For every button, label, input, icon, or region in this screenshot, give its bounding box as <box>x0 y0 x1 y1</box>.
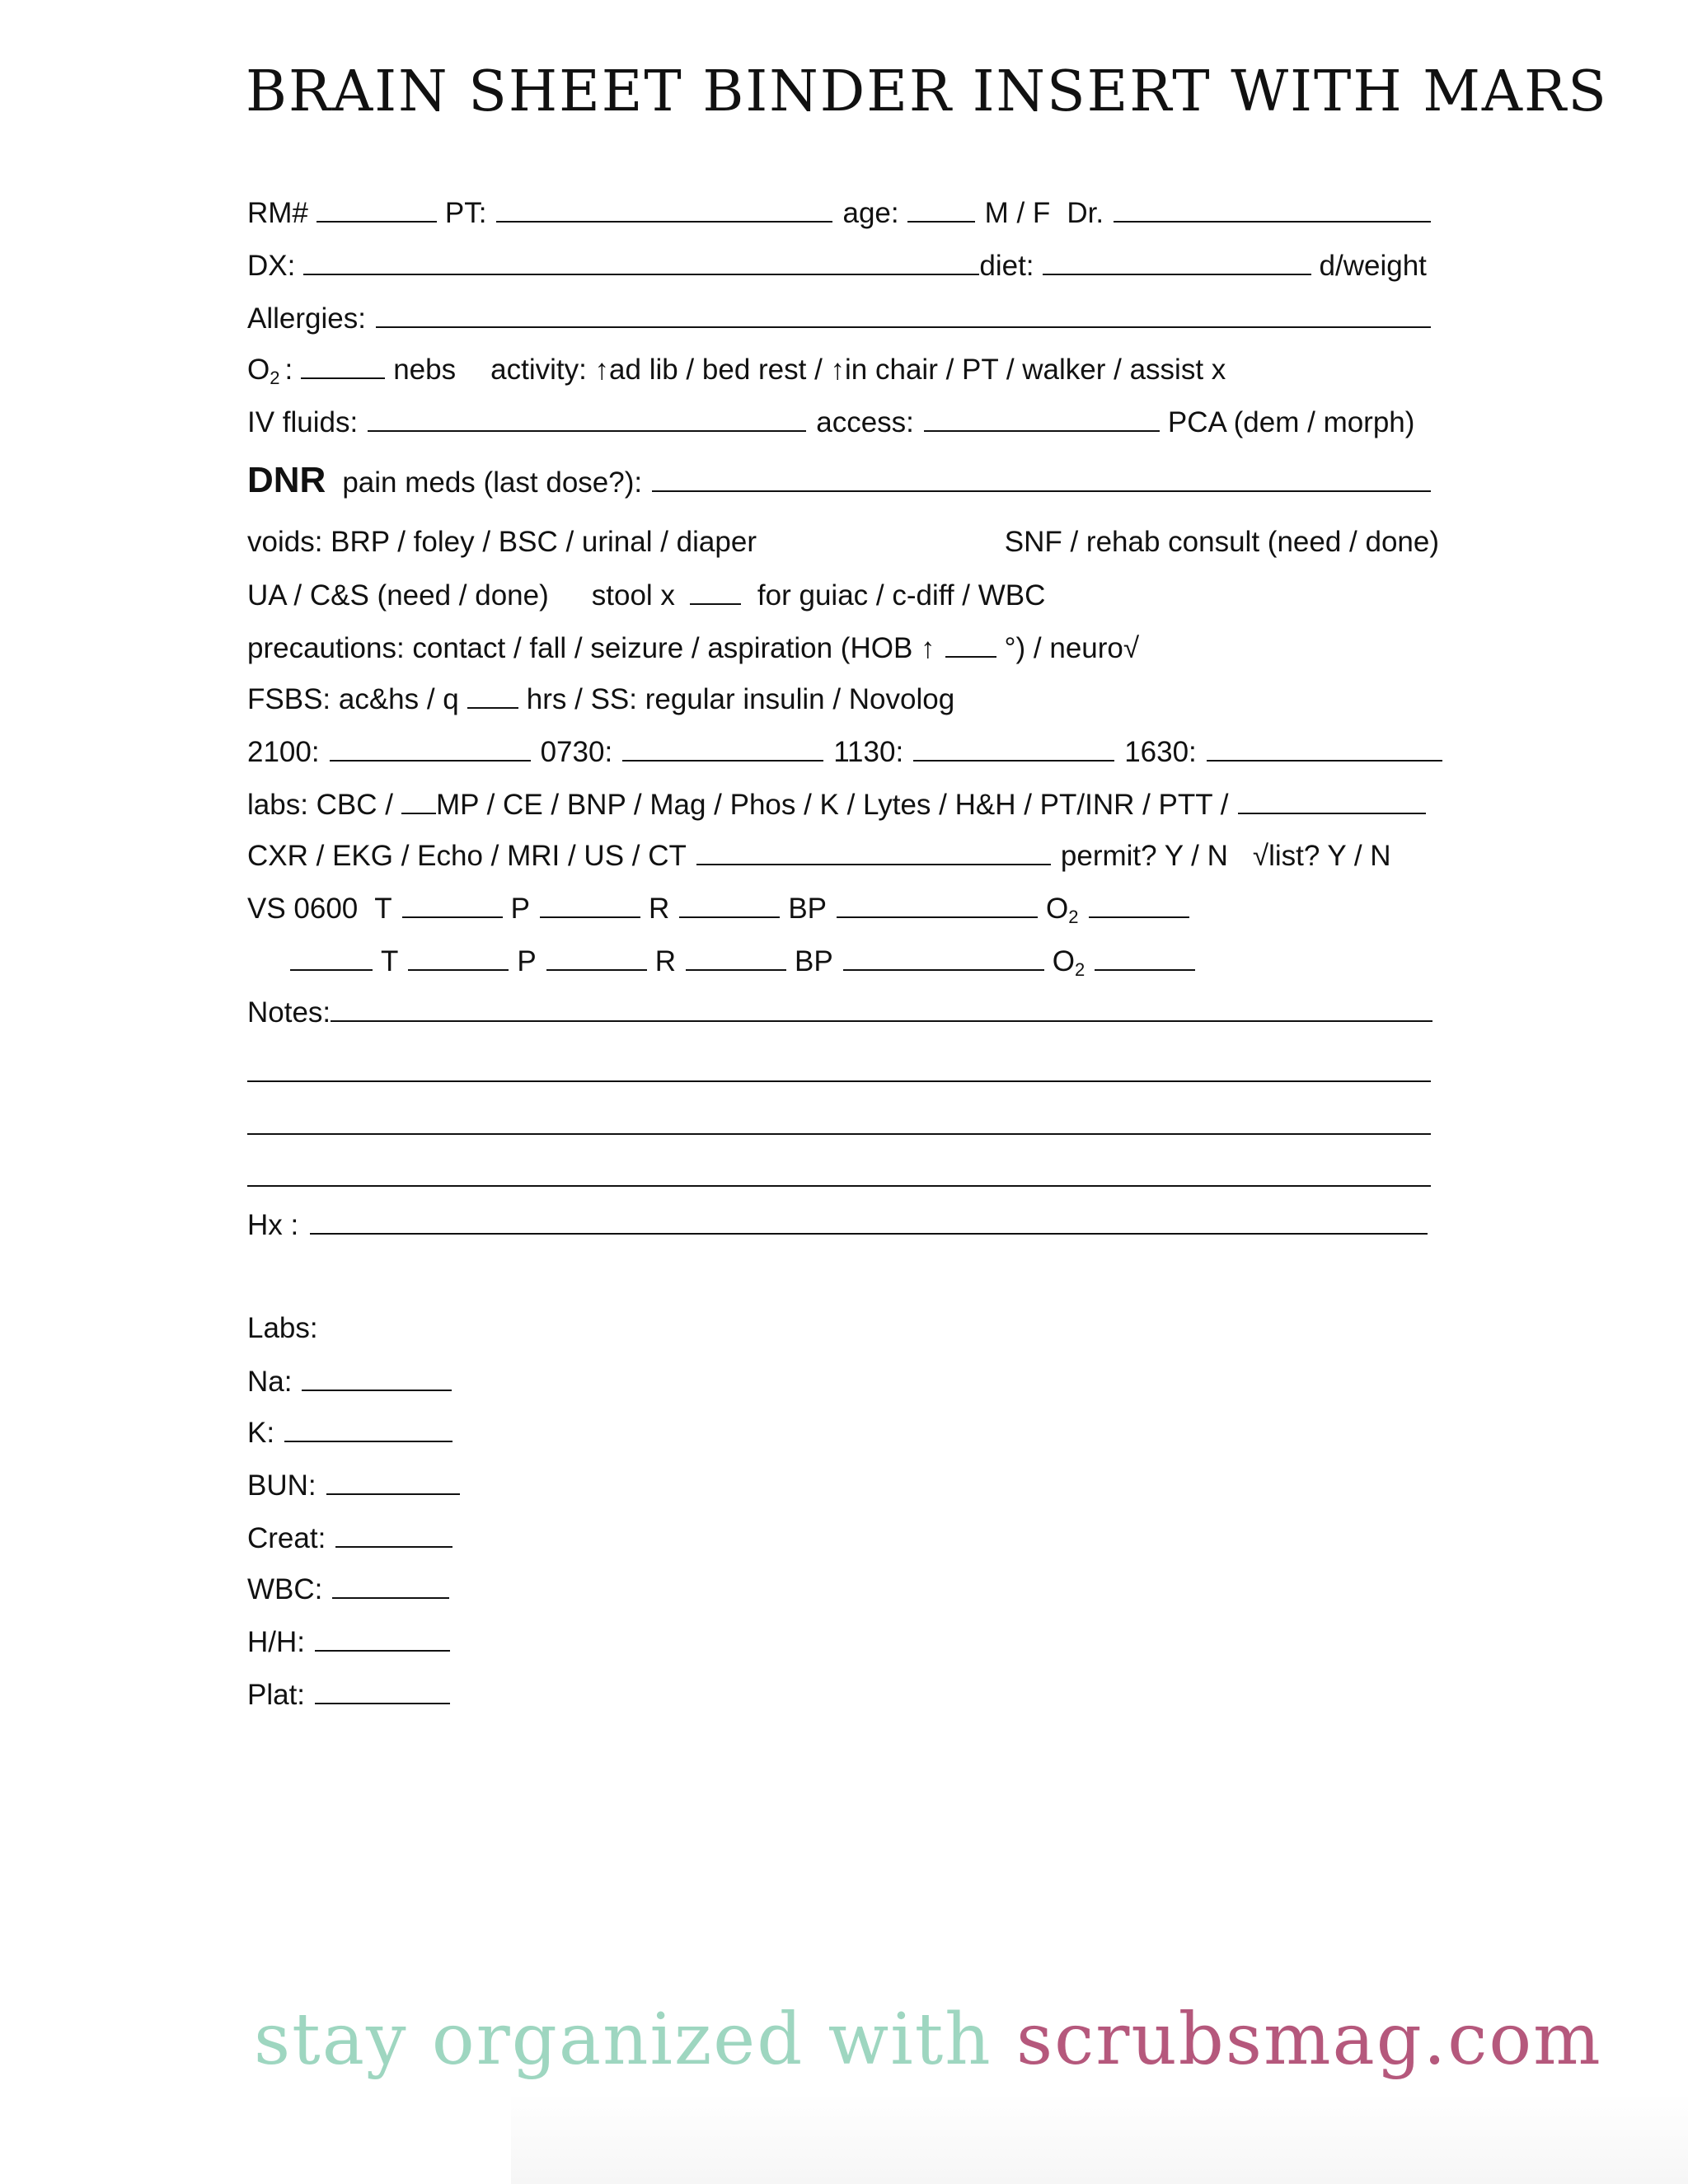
lab-row-bun <box>247 1469 1442 1502</box>
dnr-label[interactable]: DNR <box>247 460 326 500</box>
notes-field[interactable] <box>331 996 1432 1022</box>
vs-p-field[interactable] <box>540 892 640 918</box>
vs-r-label: R <box>649 893 670 925</box>
voids-options[interactable]: voids: BRP / foley / BSC / urinal / diaper <box>247 526 757 558</box>
stool-label: stool x <box>591 579 675 612</box>
time-1130-label: 1130: <box>833 736 904 768</box>
vitals-row-2 <box>247 944 1442 981</box>
vs2-t-label: T <box>381 945 399 977</box>
notes-line-2[interactable] <box>247 1080 1431 1082</box>
patient-label: PT: <box>444 197 487 229</box>
list-options[interactable]: √list? Y / N <box>1252 840 1391 872</box>
notes-label: Notes: <box>247 996 331 1029</box>
vs2-r-field[interactable] <box>686 944 786 971</box>
lab-na-field[interactable] <box>302 1365 452 1391</box>
fsbs-q-field[interactable] <box>467 682 518 709</box>
pain-label: pain meds (last dose?): <box>342 466 643 499</box>
lab-hh-label: H/H: <box>247 1626 305 1658</box>
labs-mp-field[interactable] <box>401 788 436 814</box>
dnr-pain-row <box>247 460 1442 501</box>
diet-label: diet: <box>979 250 1034 282</box>
lab-k-field[interactable] <box>284 1416 452 1442</box>
vs2-bp-label: BP <box>795 945 833 977</box>
access-label: access: <box>816 406 914 438</box>
vs2-o2-label: $O_2$ <box>1052 945 1085 980</box>
vs2-bp-field[interactable] <box>843 944 1044 971</box>
patient-row <box>247 196 1442 230</box>
ua-row <box>247 579 1442 612</box>
sex-options[interactable]: M / F <box>984 197 1051 229</box>
guiac-options[interactable]: for guiac / c-diff / WBC <box>757 579 1046 612</box>
time-1630-field[interactable] <box>1207 735 1442 762</box>
history-row <box>247 1208 1442 1242</box>
iv-field[interactable] <box>368 405 806 432</box>
hx-label: Hx : <box>247 1209 299 1241</box>
vs-bp-field[interactable] <box>837 892 1038 918</box>
notes-row <box>247 996 1442 1029</box>
footer-text: stay organized with <box>254 1999 1016 2081</box>
vitals-row-0600 <box>247 892 1442 928</box>
vs2-t-field[interactable] <box>408 944 509 971</box>
vs-r-field[interactable] <box>679 892 780 918</box>
stool-field[interactable] <box>690 579 741 605</box>
lab-plat-label: Plat: <box>247 1679 306 1711</box>
footer-site[interactable]: scrubsmag.com <box>1016 1999 1602 2081</box>
imaging-field[interactable] <box>696 839 1051 865</box>
vs-bp-label: BP <box>788 893 828 925</box>
room-label: RM# <box>247 197 308 229</box>
dx-field[interactable] <box>303 249 979 275</box>
allergies-field[interactable] <box>376 302 1431 328</box>
lab-k-label: K: <box>247 1417 275 1449</box>
labs-order-row <box>247 788 1442 822</box>
fsbs-label: FSBS: ac&hs / q <box>247 683 459 715</box>
allergies-row <box>247 302 1442 335</box>
time-0730-field[interactable] <box>622 735 823 762</box>
notes-line-3[interactable] <box>247 1133 1431 1135</box>
labs-order-label: labs: CBC / <box>247 789 393 821</box>
vs-t-field[interactable] <box>402 892 503 918</box>
age-label: age: <box>842 197 899 229</box>
fsbs-hrs-label: hrs / SS: regular insulin / Novolog <box>526 683 955 715</box>
lab-row-na <box>247 1365 1442 1399</box>
lab-na-label: Na: <box>247 1366 293 1398</box>
precautions-options[interactable]: precautions: contact / fall / seizure / aspiration (HOB ↑ <box>247 632 935 664</box>
vs-t-label: T <box>374 893 392 925</box>
labs-other-field[interactable] <box>1238 788 1426 814</box>
imaging-options[interactable]: CXR / EKG / Echo / MRI / US / CT <box>247 840 687 872</box>
ua-options[interactable]: UA / C&S (need / done) <box>247 579 549 612</box>
lab-row-wbc <box>247 1572 1442 1606</box>
lab-creat-field[interactable] <box>335 1521 452 1548</box>
vs2-r-label: R <box>654 945 677 977</box>
doctor-field[interactable] <box>1114 196 1431 223</box>
time-0730-label: 0730: <box>540 736 613 768</box>
lab-bun-field[interactable] <box>326 1469 460 1495</box>
lab-row-creat <box>247 1521 1442 1555</box>
notes-line-4[interactable] <box>247 1185 1431 1187</box>
lab-hh-field[interactable] <box>315 1625 450 1652</box>
age-field[interactable] <box>907 196 975 223</box>
labs-header: Labs: <box>247 1312 318 1344</box>
allergies-label: Allergies: <box>247 302 366 335</box>
pain-field[interactable] <box>652 466 1431 492</box>
diet-field[interactable] <box>1043 249 1311 275</box>
voids-row <box>247 526 1442 559</box>
lab-wbc-label: WBC: <box>247 1573 323 1605</box>
fsbs-row <box>247 682 1442 716</box>
vs-o2-field[interactable] <box>1089 892 1189 918</box>
patient-field[interactable] <box>496 196 832 223</box>
vs-o2-label: $O_2$ <box>1046 893 1079 927</box>
neuro-label: °) / neuro√ <box>1004 632 1140 664</box>
lab-row-plat <box>247 1678 1442 1712</box>
labs-order-options[interactable]: MP / CE / BNP / Mag / Phos / K / Lytes / H&H / PT/INR / PTT / <box>436 789 1229 821</box>
lab-plat-field[interactable] <box>315 1678 450 1704</box>
room-field[interactable] <box>316 196 437 223</box>
footer-tagline[interactable] <box>254 1999 1602 2081</box>
snf-options[interactable]: SNF / rehab consult (need / done) <box>1004 526 1439 558</box>
doctor-label: Dr. <box>1067 197 1104 229</box>
iv-label: IV fluids: <box>247 406 359 438</box>
activity-options[interactable]: activity: ↑ad lib / bed rest / ↑in chair / PT / walker / assist x <box>490 354 1226 386</box>
vs2-time-field[interactable] <box>290 944 373 971</box>
permit-options[interactable]: permit? Y / N <box>1060 840 1228 872</box>
imaging-row <box>247 839 1442 873</box>
glucose-times-row <box>247 735 1442 769</box>
dweight-label: d/weight <box>1319 250 1427 282</box>
footer-shade <box>511 2093 1688 2184</box>
lab-row-k <box>247 1416 1442 1450</box>
precautions-row <box>247 631 1442 665</box>
lab-creat-label: Creat: <box>247 1522 326 1554</box>
vs-p-label: P <box>510 893 531 925</box>
o2-field[interactable] <box>301 353 385 379</box>
access-field[interactable] <box>924 405 1160 432</box>
nebs-label: nebs <box>393 354 457 386</box>
time-1630-label: 1630: <box>1124 736 1197 768</box>
time-2100-label: 2100: <box>247 736 320 768</box>
iv-row <box>247 405 1442 439</box>
lab-bun-label: BUN: <box>247 1469 316 1502</box>
labs-header-row <box>247 1312 1442 1345</box>
form-title: BRAIN SHEET BINDER INSERT WITH MARS <box>246 59 1608 124</box>
vs-0600-label: VS 0600 <box>247 893 359 925</box>
vs2-p-field[interactable] <box>546 944 647 971</box>
pca-options[interactable]: PCA (dem / morph) <box>1167 406 1415 438</box>
time-1130-field[interactable] <box>913 735 1114 762</box>
oxygen-activity-row <box>247 353 1442 389</box>
hx-field[interactable] <box>310 1208 1428 1235</box>
diagnosis-row <box>247 249 1442 283</box>
time-2100-field[interactable] <box>330 735 531 762</box>
hob-field[interactable] <box>945 631 996 658</box>
o2-label: $O_2$ : <box>247 354 293 388</box>
lab-wbc-field[interactable] <box>332 1572 449 1599</box>
vs2-o2-field[interactable] <box>1095 944 1195 971</box>
vs2-p-label: P <box>517 945 537 977</box>
dx-label: DX: <box>247 250 296 282</box>
lab-row-hh <box>247 1625 1442 1659</box>
